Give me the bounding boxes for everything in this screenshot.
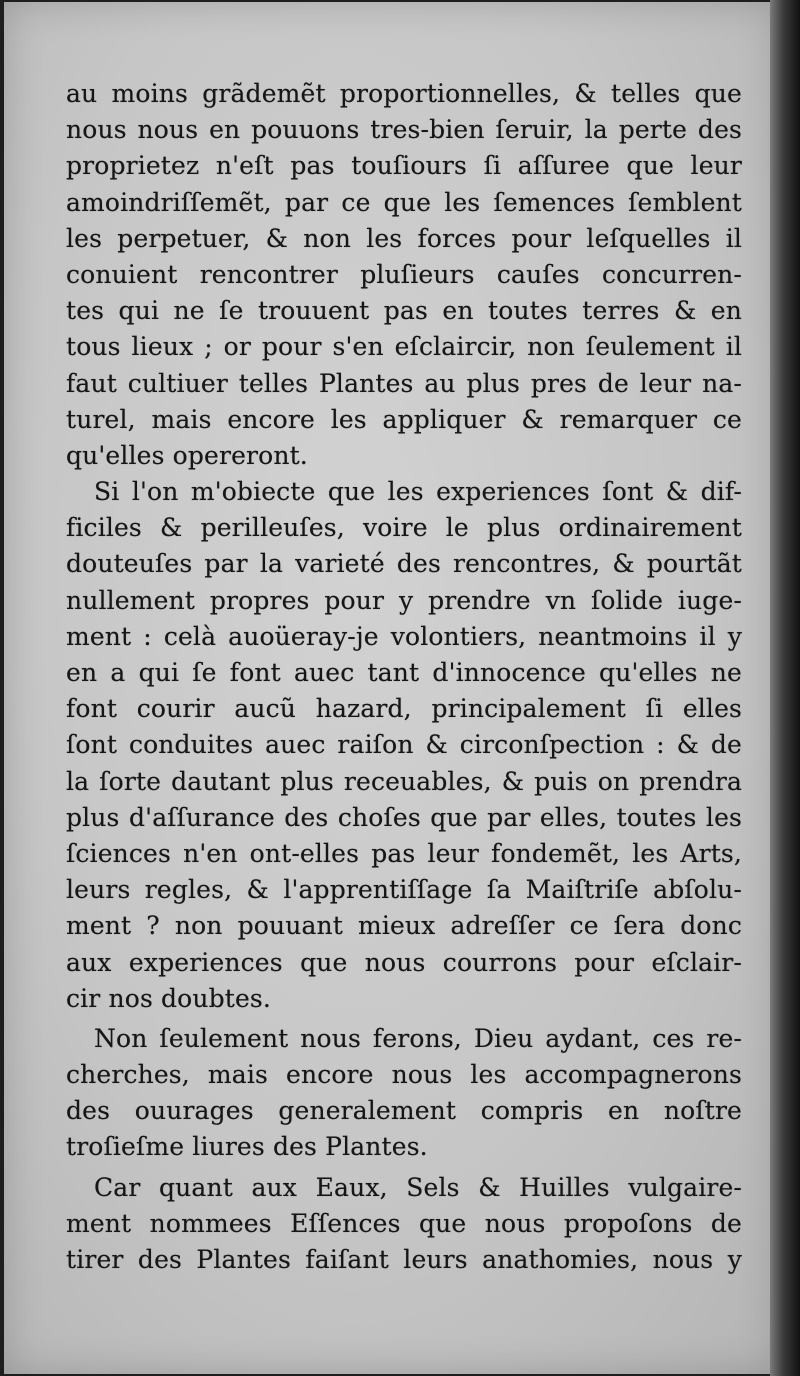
text-line: nous nous en pouuons tres-bien ſeruir, la perte des [66, 115, 742, 145]
paragraph-4 [66, 1170, 742, 1279]
text-line: ment : celà auoüeray-je volontiers, neantmoins il y [66, 621, 742, 651]
paragraph-1 [66, 76, 742, 474]
text-line: conuient rencontrer pluſieurs cauſes concurren- [66, 259, 742, 289]
text-line: ſont conduites auec raiſon & circonſpection : & de [66, 730, 742, 760]
text-line: Car quant aux Eaux, Sels & Huilles vulgaire- [94, 1172, 742, 1202]
text-line: aux experiences que nous courrons pour eſclair- [66, 947, 742, 977]
text-line: ment nommees Eſſences que nous propoſons de [66, 1208, 742, 1238]
text-line: turel, mais encore les appliquer & remarquer ce [66, 404, 742, 434]
text-line: ficiles & perilleuſes, voire le plus ordinairement [66, 513, 742, 543]
book-page [4, 2, 778, 1374]
text-line: Non ſeulement nous ferons, Dieu aydant, ces re- [94, 1023, 742, 1053]
text-line: font courir aucũ hazard, principalement ſi elles [66, 694, 742, 724]
text-line: ſciences n'en ont-elles pas leur fondemẽt, les Arts, [66, 838, 742, 868]
text-line: au moins grãdemẽt proportionnelles, & telles que [66, 79, 742, 108]
text-line: cherches, mais encore nous les accompagnerons [66, 1060, 742, 1090]
text-line: ment ? non pouuant mieux adreſſer ce ſera donc [66, 911, 742, 941]
text-line: des ouurages generalement compris en noſtre [66, 1096, 742, 1126]
text-line: qu'elles opereront. [66, 440, 308, 470]
text-line: leurs regles, & l'apprentiſſage ſa Maiſtriſe abſolu- [66, 875, 742, 905]
text-line: amoindriſſemẽt, par ce que les ſemences ſemblent [66, 187, 742, 217]
text-line: les perpetuer, & non les forces pour leſquelles il [66, 223, 742, 253]
text-line: la ſorte dautant plus receuables, & puis on prendra [66, 766, 742, 796]
text-line: en a qui ſe font auec tant d'innocence qu'elles ne [66, 658, 742, 687]
text-line: tes qui ne ſe trouuent pas en toutes terres & en [66, 296, 742, 326]
text-line: plus d'aſſurance des choſes que par elles, toutes les [66, 802, 742, 832]
text-line: troſieſme liures des Plantes. [66, 1132, 428, 1162]
text-line: tirer des Plantes faiſant leurs anathomies, nous y [66, 1245, 742, 1274]
text-line: cir nos doubtes. [66, 983, 271, 1013]
text-line: Si l'on m'obiecte que les experiences ſont & dif- [94, 477, 742, 507]
text-line: proprietez n'eſt pas touſiours ſi aſſuree que leur [66, 151, 742, 181]
text-line: douteuſes par la varieté des rencontres, & pourtãt [66, 549, 742, 579]
text-line: tous lieux ; or pour s'en eſclaircir, non ſeulement il [66, 332, 742, 362]
paragraph-3 [66, 1021, 742, 1166]
body-text [66, 76, 742, 1278]
text-line: faut cultiuer telles Plantes au plus pres de leur na- [66, 368, 742, 398]
text-line: nullement propres pour y prendre vn ſolide iuge- [66, 585, 742, 615]
page-edge-shadow [770, 0, 800, 1376]
paragraph-2 [66, 474, 742, 1017]
